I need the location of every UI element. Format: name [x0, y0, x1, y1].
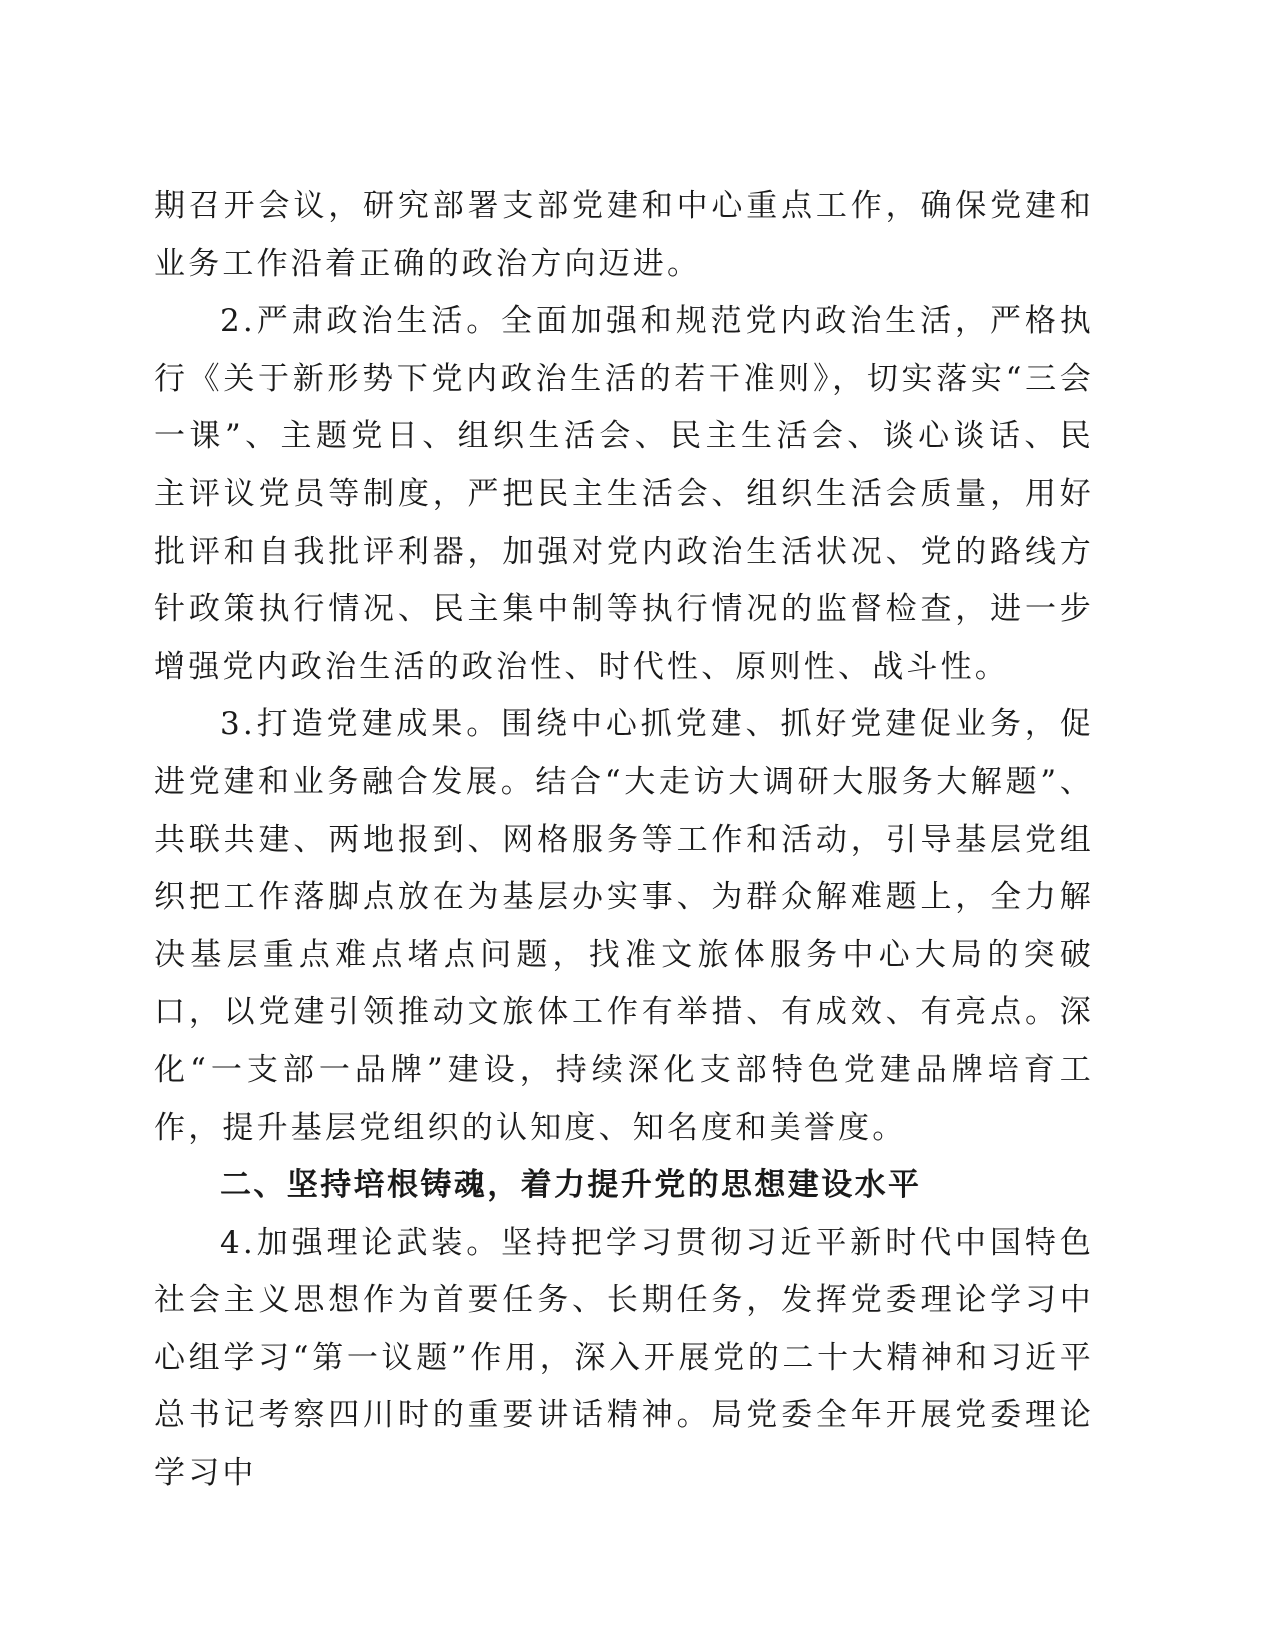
paragraph-item-4: 4.加强理论武装。坚持把学习贯彻习近平新时代中国特色社会主义思想作为首要任务、长期任务，发挥党委理论学习中心组学习“第一议题”作用，深入开展党的二十大精神和习近平总书记考察四川时的重要讲话精神。局党委全年开展党委理论学习中 [154, 1224, 1094, 1492]
section-heading-2: 二、坚持培根铸魂，着力提升党的思想建设水平 [220, 1167, 922, 1204]
paragraph-continuation: 期召开会议，研究部署支部党建和中心重点工作，确保党建和业务工作沿着正确的政治方向迈进。 [154, 188, 1094, 282]
paragraph-item-3: 3.打造党建成果。围绕中心抓党建、抓好党建促业务，促进党建和业务融合发展。结合“大走访大调研大服务大解题”、共联共建、两地报到、网格服务等工作和活动，引导基层党组织把工作落脚点放在为基层办实事、为群众解难题上，全力解决基层重点难点堵点问题，找准文旅体服务中心大局的突破口，以党建引领推动文旅体工作有举措、有成效、有亮点。深化“一支部一品牌”建设，持续深化支部特色党建品牌培育工作，提升基层党组织的认知度、知名度和美誉度。 [154, 706, 1094, 1146]
paragraph-item-2: 2.严肃政治生活。全面加强和规范党内政治生活，严格执行《关于新形势下党内政治生活的若干准则》，切实落实“三会一课”、主题党日、组织生活会、民主生活会、谈心谈话、民主评议党员等制度，严把民主生活会、组织生活会质量，用好批评和自我批评利器，加强对党内政治生活状况、党的路线方针政策执行情况、民主集中制等执行情况的监督检查，进一步增强党内政治生活的政治性、时代性、原则性、战斗性。 [154, 303, 1094, 685]
document-body [154, 178, 1094, 1503]
